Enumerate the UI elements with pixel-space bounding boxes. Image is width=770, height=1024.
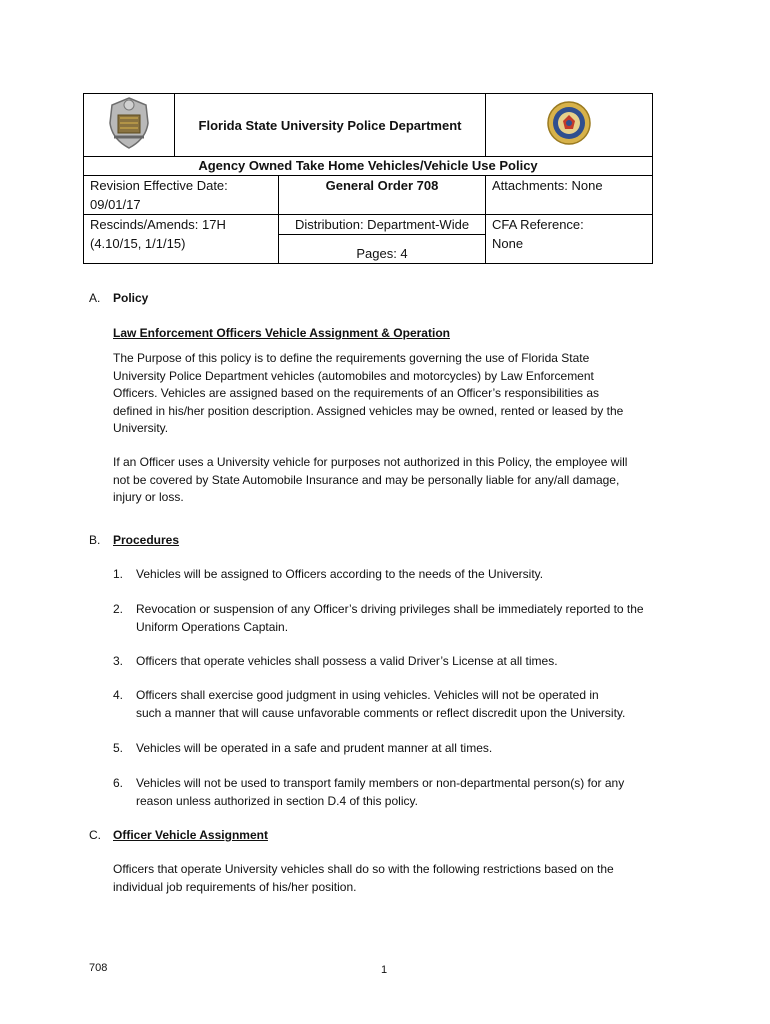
list-item-line: Vehicles will be assigned to Officers according to the needs of the University. bbox=[136, 567, 544, 581]
cfa-cell bbox=[486, 215, 653, 264]
policy-title: Agency Owned Take Home Vehicles/Vehicle Use Policy bbox=[198, 158, 538, 173]
cfa-seal-logo bbox=[546, 95, 592, 151]
list-item bbox=[136, 687, 681, 722]
department-title-cell bbox=[175, 94, 486, 157]
list-item-line: reason unless authorized in section D.4 of this policy. bbox=[136, 793, 418, 808]
footer-page-number: 1 bbox=[381, 964, 388, 976]
paragraph-line: University. bbox=[113, 421, 169, 435]
list-item-number: 1. bbox=[113, 567, 124, 581]
list-item-number: 4. bbox=[113, 688, 124, 702]
paragraph-line: Officers that operate University vehicles shall do so with the following restrictions based on the bbox=[113, 862, 614, 876]
list-item-number: 2. bbox=[113, 602, 124, 616]
list-item-line: Uniform Operations Captain. bbox=[136, 619, 289, 634]
attachments-cell bbox=[486, 176, 653, 215]
section-a-paragraph-2 bbox=[113, 454, 673, 507]
rescinds-cell bbox=[84, 215, 279, 264]
list-item bbox=[136, 601, 681, 636]
list-item-line: Officers shall exercise good judgment in using vehicles. Vehicles will not be operated in bbox=[136, 688, 599, 702]
rescinds-detail: (4.10/15, 1/1/15) bbox=[90, 236, 186, 251]
pages: Pages: 4 bbox=[356, 246, 408, 261]
list-item-number: 3. bbox=[113, 654, 124, 668]
department-name: Florida State University Police Department bbox=[198, 117, 462, 133]
list-item-line: Vehicles will be operated in a safe and prudent manner at all times. bbox=[136, 741, 493, 755]
paragraph-line: University Police Department vehicles (automobiles and motorcycles) by Law Enforcement bbox=[113, 368, 594, 383]
section-c-title: Officer Vehicle Assignment bbox=[113, 828, 268, 842]
list-item-line: such a manner that will cause unfavorable comments or reflect discredit upon the University. bbox=[136, 705, 626, 720]
section-b-title: Procedures bbox=[113, 533, 180, 547]
header-table bbox=[83, 93, 653, 264]
section-a-subtitle: Law Enforcement Officers Vehicle Assignment & Operation bbox=[113, 326, 450, 340]
list-item-line: Revocation or suspension of any Officer’s driving privileges shall be immediately reported to the bbox=[136, 602, 644, 616]
general-order-cell bbox=[279, 176, 486, 215]
paragraph-line: The Purpose of this policy is to define the requirements governing the use of Florida State bbox=[113, 351, 590, 365]
list-item-line: Vehicles will not be used to transport family members or non-departmental person(s) for any bbox=[136, 776, 625, 790]
badge-logo-cell bbox=[84, 94, 175, 157]
section-a-title: Policy bbox=[113, 291, 149, 305]
cfa-value: None bbox=[492, 236, 524, 251]
paragraph-line: defined in his/her position description. Assigned vehicles may be owned, rented or leased by the bbox=[113, 403, 624, 418]
section-a-paragraph-1 bbox=[113, 350, 673, 438]
section-b-letter: B. bbox=[89, 533, 101, 547]
cfa-label: CFA Reference: bbox=[492, 217, 584, 232]
list-item bbox=[136, 653, 681, 671]
revision-label: Revision Effective Date: bbox=[90, 178, 228, 193]
list-item bbox=[136, 775, 681, 810]
paragraph-line: Officers. Vehicles are assigned based on the requirements of an Officer’s responsibilities as bbox=[113, 386, 600, 400]
police-badge-logo bbox=[106, 95, 152, 151]
section-a-letter: A. bbox=[89, 291, 101, 305]
footer-order-number: 708 bbox=[89, 962, 108, 974]
list-item-number: 6. bbox=[113, 776, 124, 790]
revision-date: 09/01/17 bbox=[90, 197, 141, 212]
revision-cell bbox=[84, 176, 279, 215]
list-item-number: 5. bbox=[113, 741, 124, 755]
rescinds-label: Rescinds/Amends: 17H bbox=[90, 217, 226, 232]
distribution: Distribution: Department-Wide bbox=[294, 217, 470, 232]
list-item bbox=[136, 740, 681, 758]
list-item-line: Officers that operate vehicles shall possess a valid Driver’s License at all times. bbox=[136, 654, 558, 668]
general-order: General Order 708 bbox=[325, 178, 439, 193]
seal-logo-cell bbox=[486, 94, 653, 157]
section-c-paragraph bbox=[113, 861, 673, 896]
paragraph-line: not be covered by State Automobile Insurance and may be personally liable for any/all damage, bbox=[113, 472, 620, 487]
paragraph-line: injury or loss. bbox=[113, 490, 184, 504]
paragraph-line: individual job requirements of his/her position. bbox=[113, 879, 357, 894]
list-item bbox=[136, 566, 681, 584]
paragraph-line: If an Officer uses a University vehicle for purposes not authorized in this Policy, the employee will bbox=[113, 455, 628, 469]
distribution-cell bbox=[279, 215, 486, 264]
section-c-letter: C. bbox=[89, 828, 101, 842]
attachments: Attachments: None bbox=[492, 178, 603, 193]
policy-title-cell bbox=[84, 157, 653, 176]
